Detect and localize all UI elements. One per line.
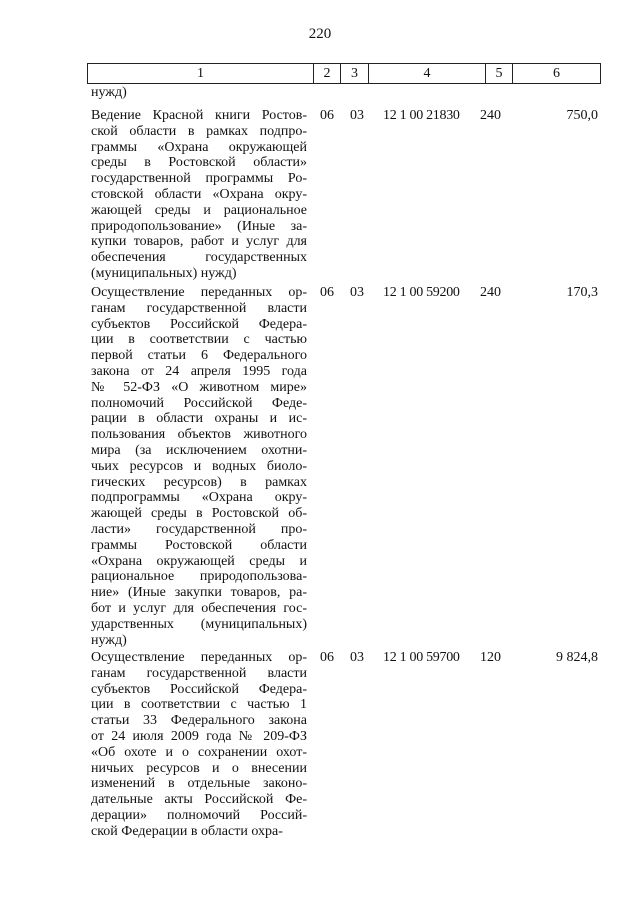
desc-line: «Об охоте и о сохранении охот-	[91, 744, 307, 760]
row-code-expense: 120	[480, 650, 501, 665]
desc-line: ласти» государственной про-	[91, 521, 307, 537]
row-description	[91, 108, 307, 282]
desc-line: чьих ресурсов и водных биоло-	[91, 458, 307, 474]
desc-line: граммы Ростовской области	[91, 537, 307, 553]
desc-line: среды в Ростовской области»	[91, 155, 307, 171]
desc-line: природопользование» (Иные за-	[91, 218, 307, 234]
row-code-section: 06	[320, 650, 334, 665]
desc-line: первой статьи 6 Федерального	[91, 348, 307, 364]
desc-line: (муниципальных) нужд)	[91, 265, 237, 281]
desc-line: от 24 июля 2009 года № 209-ФЗ	[91, 728, 307, 744]
row-code-section: 06	[320, 108, 334, 123]
row-code-subsection: 03	[350, 285, 364, 300]
desc-line: ничьих ресурсов и о внесении	[91, 760, 307, 776]
desc-line: бот и услуг для обеспечения гос-	[91, 600, 307, 616]
desc-line: субъектов Российской Федера-	[91, 681, 307, 697]
desc-line: Осуществление переданных ор-	[91, 650, 307, 665]
desc-line: нужд)	[91, 632, 127, 648]
desc-line: ганам государственной власти	[91, 300, 307, 316]
desc-line: ние» (Иные закупки товаров, ра-	[91, 585, 307, 601]
desc-line: ции в соответствии с частью	[91, 332, 307, 348]
desc-line: подпрограммы «Охрана окру-	[91, 490, 307, 506]
desc-line: граммы «Охрана окружающей	[91, 139, 307, 155]
desc-line: № 52-ФЗ «О животном мире»	[91, 379, 307, 395]
desc-line: дательные акты Российской Фе-	[91, 792, 307, 808]
desc-line: рациональное природопользова-	[91, 569, 307, 585]
row-code-subsection: 03	[350, 108, 364, 123]
desc-line: ции в соответствии с частью 1	[91, 697, 307, 713]
desc-line: ганам государственной власти	[91, 665, 307, 681]
desc-line: мира (за исключением охотни-	[91, 442, 307, 458]
col-header-5: 5	[486, 64, 513, 83]
desc-line: дерации» полномочий Россий-	[91, 807, 307, 823]
desc-line: закона от 24 апреля 1995 года	[91, 363, 307, 379]
col-header-1: 1	[88, 64, 314, 83]
row-amount: 170,3	[566, 285, 598, 300]
desc-line: субъектов Российской Федера-	[91, 316, 307, 332]
desc-line: стовской области «Охрана окру-	[91, 186, 307, 202]
col-header-2: 2	[314, 64, 341, 83]
row-amount: 9 824,8	[556, 650, 598, 665]
desc-line: Ведение Красной книги Ростов-	[91, 108, 307, 123]
desc-line: жающей среды и рациональное	[91, 202, 307, 218]
desc-line: Осуществление переданных ор-	[91, 285, 307, 300]
desc-line: гических ресурсов) в рамках	[91, 474, 307, 490]
row-description	[91, 650, 307, 840]
row-code-target: 12 1 00 59200	[383, 285, 460, 300]
row-amount: 750,0	[566, 108, 598, 123]
desc-line: полномочий Российской Феде-	[91, 395, 307, 411]
desc-line: обеспечения государственных	[91, 250, 307, 266]
col-header-4: 4	[369, 64, 486, 83]
col-header-6: 6	[553, 66, 560, 81]
table-header	[87, 63, 601, 84]
desc-line: рации в области охраны и ис-	[91, 411, 307, 427]
desc-line: изменений в отдельные законо-	[91, 776, 307, 792]
row-code-section: 06	[320, 285, 334, 300]
page-number: 220	[308, 26, 332, 42]
continuation-text: нужд)	[91, 85, 127, 100]
row-code-expense: 240	[480, 285, 501, 300]
desc-line: государственной программы Ро-	[91, 171, 307, 187]
row-description	[91, 285, 307, 648]
desc-line: купки товаров, работ и услуг для	[91, 234, 307, 250]
desc-line: статьи 33 Федерального закона	[91, 713, 307, 729]
desc-line: ской Федерации в области охра-	[91, 823, 283, 839]
row-code-target: 12 1 00 59700	[383, 650, 460, 665]
row-code-expense: 240	[480, 108, 501, 123]
row-code-subsection: 03	[350, 650, 364, 665]
desc-line: ударственных (муниципальных)	[91, 616, 307, 632]
desc-line: «Охрана окружающей среды и	[91, 553, 307, 569]
desc-line: ской области в рамках подпро-	[91, 123, 307, 139]
desc-line: жающей среды в Ростовской об-	[91, 506, 307, 522]
col-header-3: 3	[341, 64, 369, 83]
desc-line: пользования объектов животного	[91, 427, 307, 443]
row-code-target: 12 1 00 21830	[383, 108, 460, 123]
